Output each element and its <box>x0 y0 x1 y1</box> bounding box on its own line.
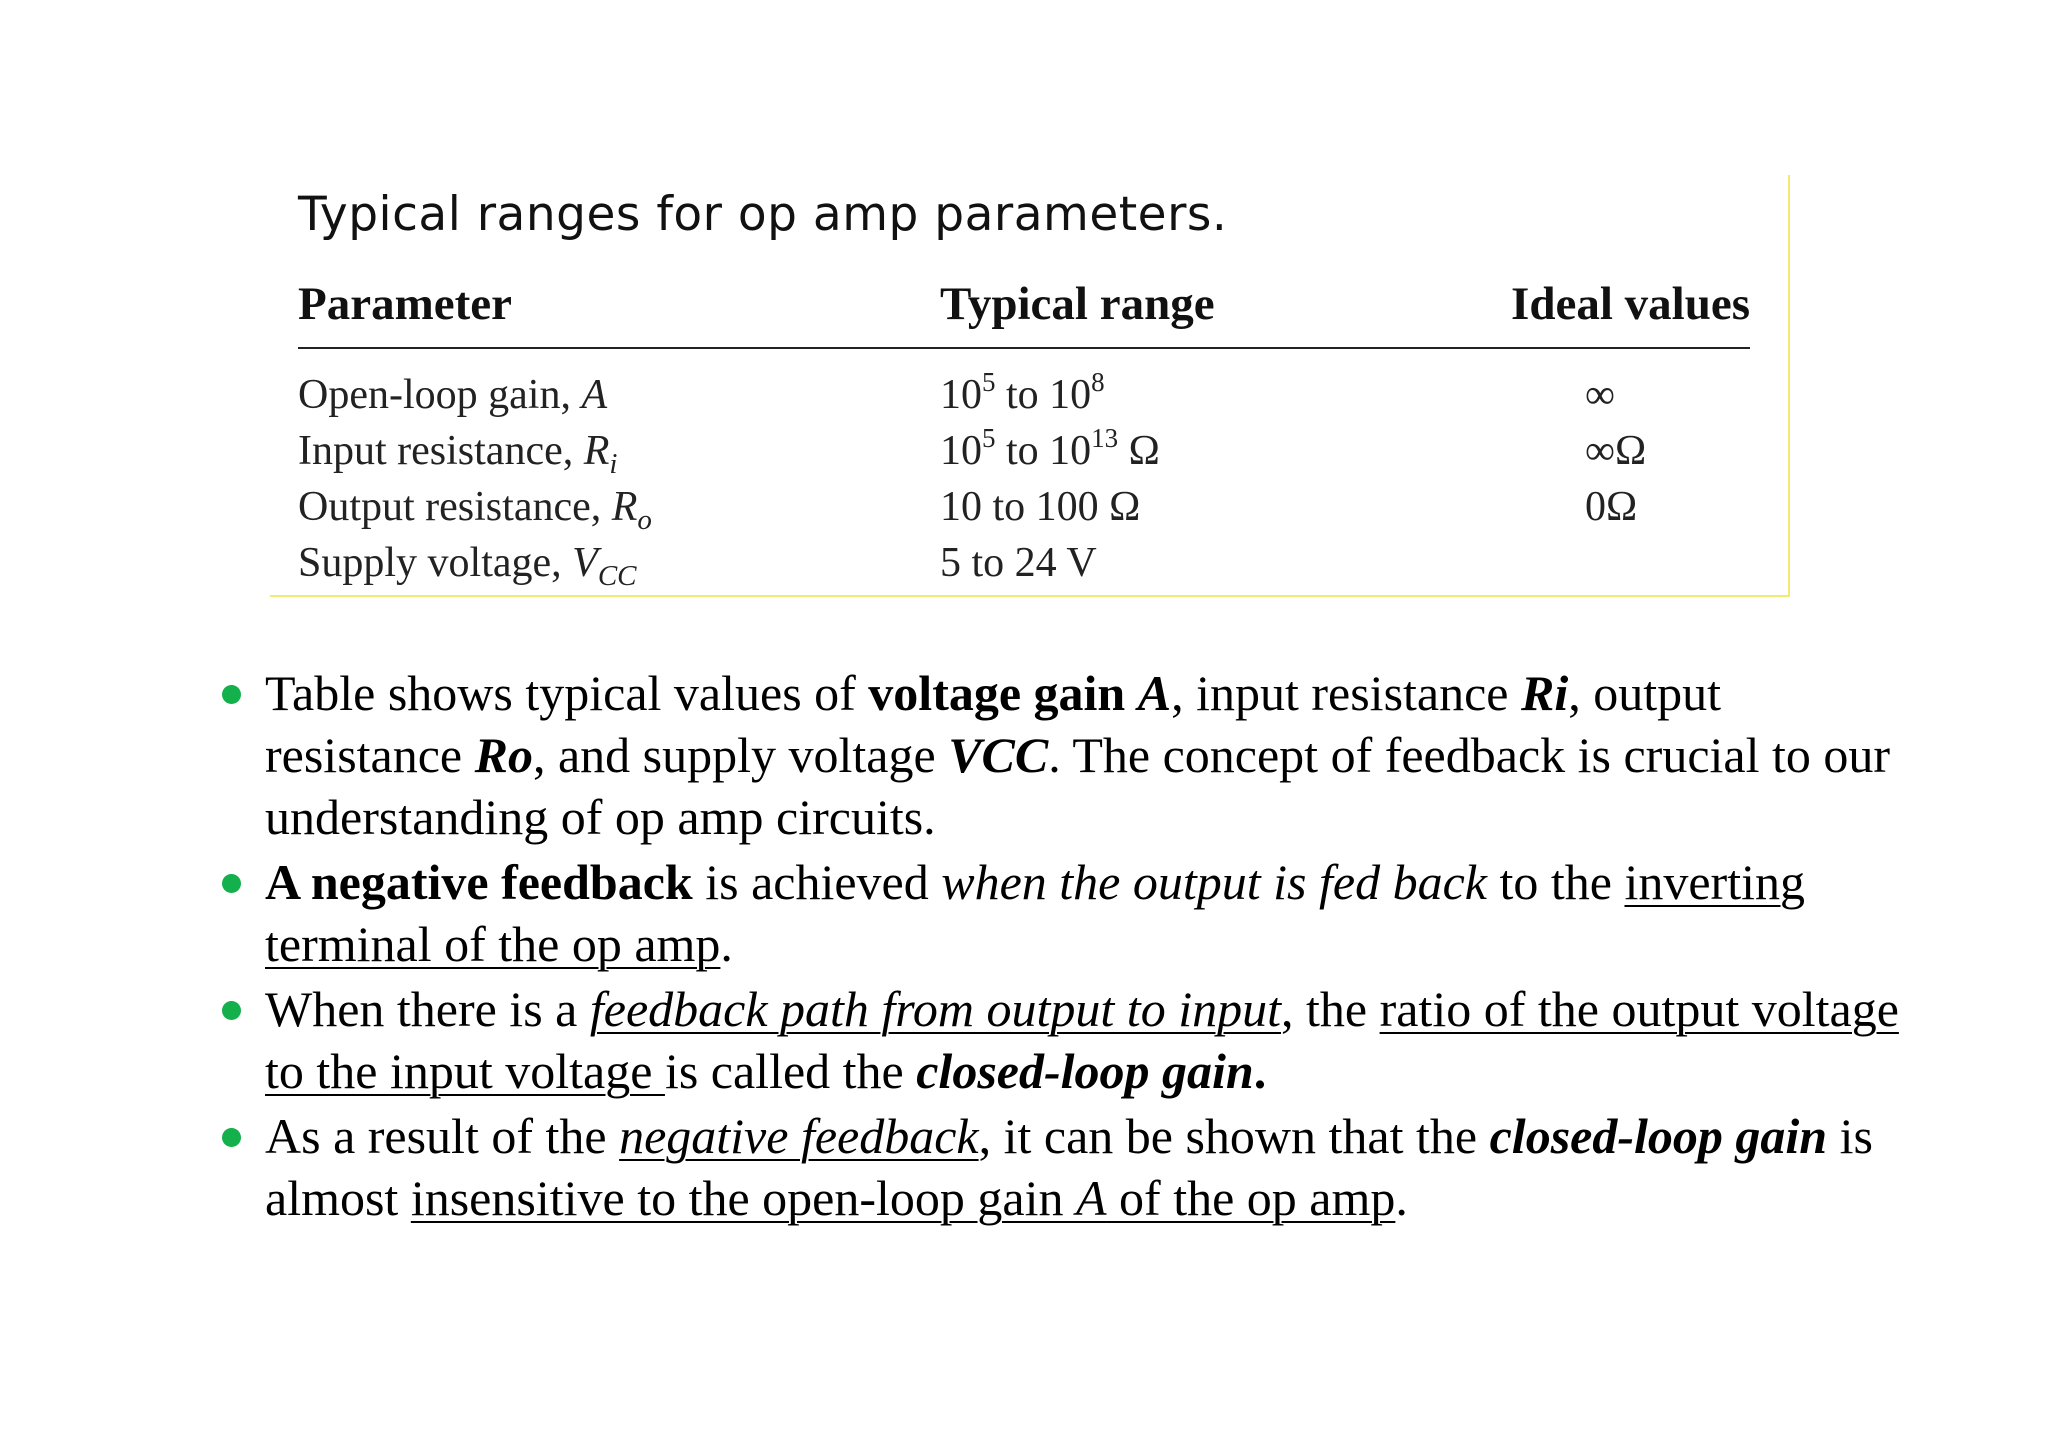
parameter-label: Supply voltage, <box>298 540 573 586</box>
bullet-dot-icon <box>222 1128 241 1147</box>
bullet-text: , the <box>1280 981 1380 1037</box>
bullet-text: As a result of the <box>265 1108 620 1164</box>
bullet-text: , output resistance <box>265 665 1722 783</box>
range-exponent: 8 <box>1091 367 1105 397</box>
header-divider <box>298 347 1750 349</box>
range-middle: to 10 <box>995 372 1092 418</box>
bullet-text-bold: . <box>1253 1043 1267 1099</box>
bullet-dot-icon <box>222 685 241 704</box>
range-unit: Ω <box>1118 428 1160 474</box>
ideal-cell: 0Ω <box>1585 484 1638 530</box>
bullet-text-bold-italic: VCC <box>948 727 1049 783</box>
table-row <box>270 539 1788 595</box>
range-exponent: 5 <box>982 367 996 397</box>
bullet-text-bold-italic: Ro <box>474 727 533 783</box>
parameter-symbol: R <box>583 428 610 474</box>
bullet-text-bold-italic: closed-loop gain <box>1489 1108 1828 1164</box>
bullet-text-italic-underlined: A <box>1076 1170 1107 1226</box>
bullet-text-italic: when the output is fed back <box>941 854 1487 910</box>
table-row <box>270 423 1788 483</box>
range-exponent: 13 <box>1091 423 1119 453</box>
bullet-text-underlined: insensitive to the open-loop gain <box>410 1170 1076 1226</box>
bullet-text: , and supply voltage <box>532 727 949 783</box>
bullet-text: When there is a <box>265 981 590 1037</box>
range-base: 10 <box>940 428 982 474</box>
bullet-text: is achieved <box>692 854 942 910</box>
bullet-text-bold-italic: Ri <box>1521 665 1569 721</box>
parameter-symbol: R <box>611 484 638 530</box>
range-cell <box>940 367 1105 419</box>
bullet-text-italic-underlined: negative feedback <box>619 1108 979 1164</box>
table-row <box>270 483 1788 539</box>
bullet-item <box>220 851 1920 975</box>
bullet-item <box>220 978 1920 1102</box>
column-header-ideal-values: Ideal values <box>1511 278 1750 330</box>
parameter-subscript: o <box>637 504 652 536</box>
parameter-label: Output resistance, <box>298 484 612 530</box>
bullet-text-underlined: of the op amp <box>1106 1170 1396 1226</box>
parameter-cell <box>298 539 637 592</box>
bullet-text-bold-italic: closed-loop gain <box>916 1043 1254 1099</box>
bullet-text: Table shows typical values of <box>265 665 869 721</box>
bullet-text-bold: A negative feedback <box>265 854 693 910</box>
range-middle: to 10 <box>995 428 1092 474</box>
bullet-item <box>220 662 1920 848</box>
bullet-dot-icon <box>222 1001 241 1020</box>
ideal-cell: ∞ <box>1585 372 1615 418</box>
ideal-cell: ∞Ω <box>1585 428 1647 474</box>
parameter-cell <box>298 371 607 419</box>
range-cell: 5 to 24 V <box>940 540 1097 586</box>
parameter-label: Input resistance, <box>298 428 584 474</box>
bullet-text: , it can be shown that the <box>978 1108 1490 1164</box>
bullet-text-underlined: ratio of the output voltage to the input voltage <box>265 981 1899 1099</box>
range-cell: 10 to 100 Ω <box>940 484 1141 530</box>
bullet-text: . <box>1395 1170 1408 1226</box>
bullet-text: . <box>720 916 733 972</box>
range-base: 10 <box>940 372 982 418</box>
bullet-text: . The concept of feedback is crucial to our understanding of op amp circuits. <box>265 727 1891 845</box>
bullet-text: , input resistance <box>1171 665 1521 721</box>
bullet-text: is almost <box>265 1108 1873 1226</box>
bullet-text-bold: voltage gain <box>868 665 1138 721</box>
bullet-dot-icon <box>222 874 241 893</box>
bullet-list <box>220 662 1920 1232</box>
bullet-text-underlined: inverting terminal of the op amp <box>265 854 1805 972</box>
bullet-text-italic-underlined: feedback path from output to input <box>589 981 1281 1037</box>
bullet-item <box>220 1105 1920 1229</box>
column-header-typical-range: Typical range <box>940 278 1215 330</box>
parameter-symbol: A <box>581 372 608 418</box>
parameter-label: Open-loop gain, <box>298 372 582 418</box>
table-title: Typical ranges for op amp parameters. <box>298 187 1228 242</box>
range-cell <box>940 423 1160 475</box>
table-row <box>270 367 1788 427</box>
bullet-text-bold-italic: A <box>1137 665 1172 721</box>
parameter-subscript: i <box>609 448 618 480</box>
parameter-symbol: V <box>572 540 598 586</box>
bullet-text: is called the <box>664 1043 917 1099</box>
column-header-parameter: Parameter <box>298 278 512 330</box>
parameter-subscript: CC <box>597 560 637 592</box>
range-exponent: 5 <box>982 423 996 453</box>
parameter-table <box>270 175 1790 597</box>
parameter-cell <box>298 483 652 536</box>
parameter-cell <box>298 427 618 480</box>
bullet-text: to the <box>1486 854 1625 910</box>
